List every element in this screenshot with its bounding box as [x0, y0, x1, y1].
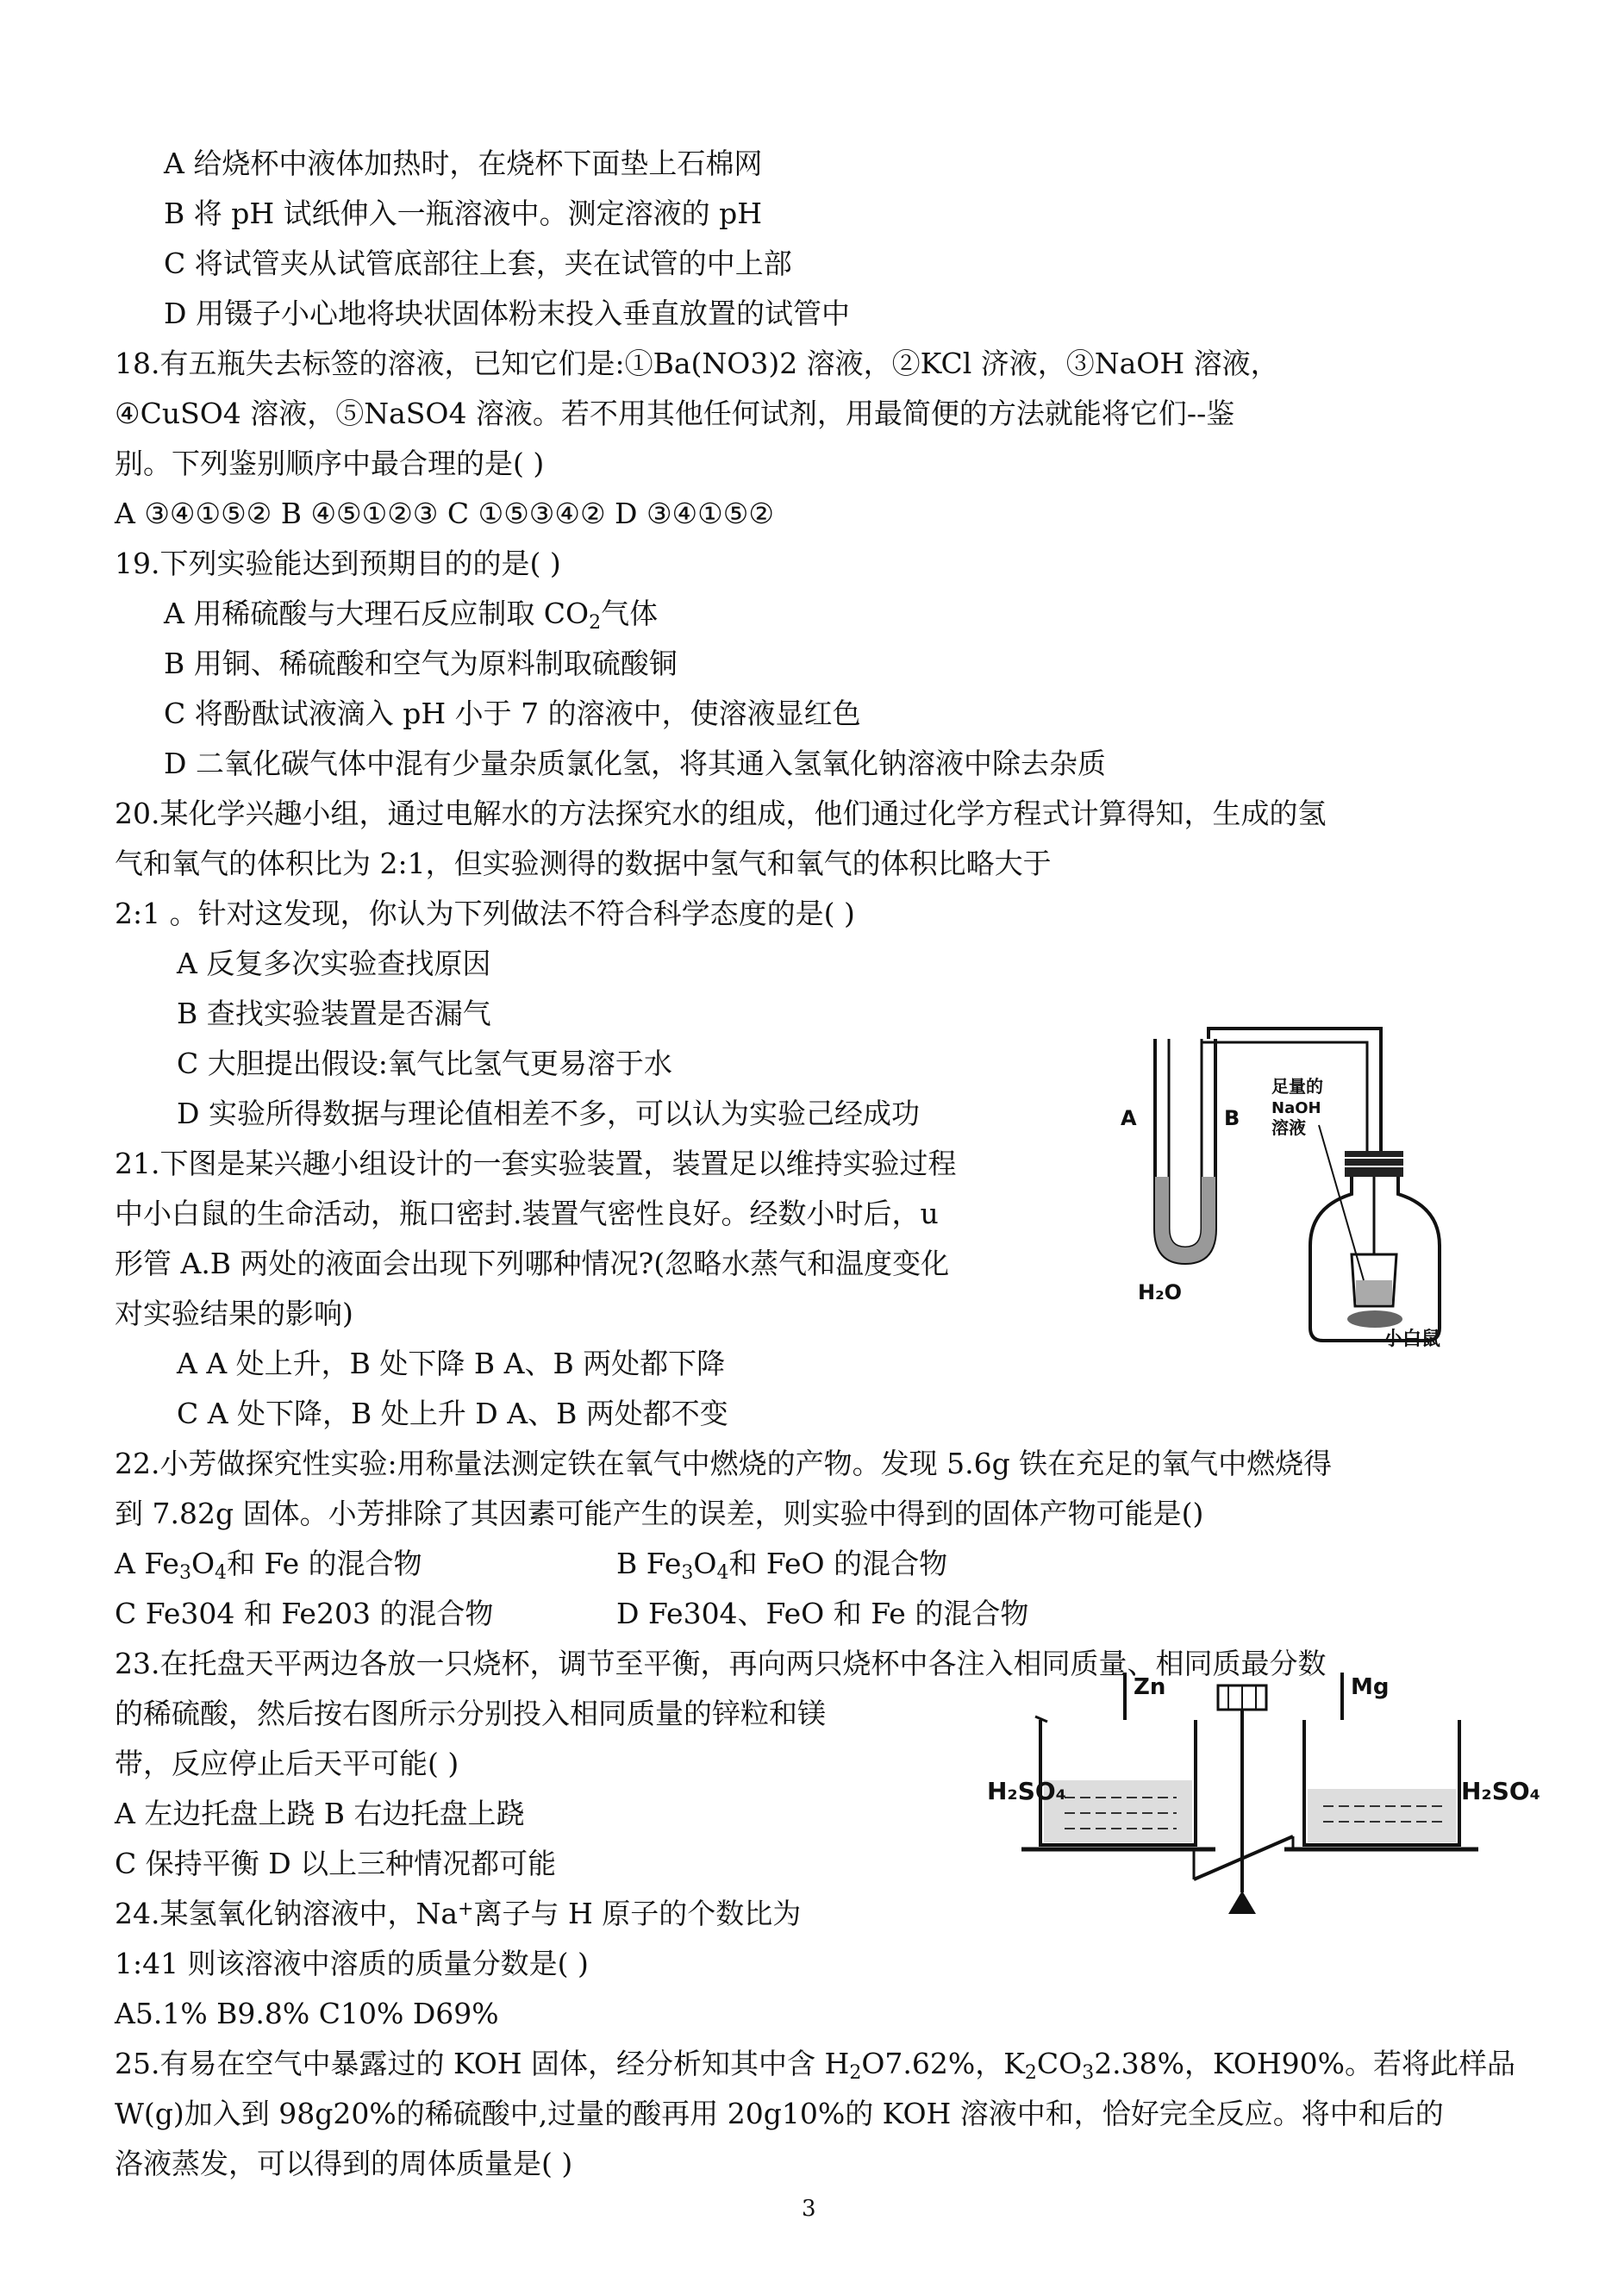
fig-label-acid-right: H₂SO₄ [1461, 1777, 1540, 1805]
q23-balance-figure [987, 1668, 1540, 1918]
q21-options-ab: A A 处上升，B 处下降 B A、B 两处都下降 [177, 1347, 726, 1380]
q18-stem-line3: 别。下列鉴别顺序中最合理的是( ) [115, 447, 545, 480]
q18-options: A ③④①⑤② B ④⑤①②③ C ①⑤③④② D ③④①⑤② [115, 497, 774, 530]
q23-stem-line3: 带，反应停止后天平可能( ) [115, 1747, 459, 1780]
q19-option-b: B 用铜、稀硫酸和空气为原料制取硫酸铜 [164, 647, 678, 680]
q20-option-c: C 大胆提出假设:氧气比氢气更易溶于水 [177, 1047, 672, 1080]
q22-stem-line1: 22.小芳做探究性实验:用称量法测定铁在氧气中燃烧的产物。发现 5.6g 铁在充足的氧气中燃烧得 [115, 1447, 1333, 1480]
fig-label-a: A [1121, 1106, 1137, 1130]
q23-stem-line1: 23.在托盘天平两边各放一只烧杯，调节至平衡，再向两只烧杯中各注入相同质量、相同质最分数 [115, 1647, 1327, 1680]
q21-stem-line1: 21.下图是某兴趣小组设计的一套实验装置，装置足以维持实验过程 [115, 1147, 957, 1180]
q23-options-cd: C 保持平衡 D 以上三种情况都可能 [115, 1847, 557, 1880]
q22-option-d: D Fe304、FeO 和 Fe 的混合物 [616, 1597, 1029, 1630]
q17-option-c: C 将试管夹从试管底部往上套，夹在试管的中上部 [164, 247, 792, 280]
q21-options-cd: C A 处下降，B 处上升 D A、B 两处都不变 [177, 1397, 728, 1430]
q20-option-a: A 反复多次实验查找原因 [177, 947, 491, 980]
fig-label-b: B [1224, 1106, 1240, 1130]
q23-stem-line2: 的稀硫酸，然后按右图所示分别投入相同质量的锌粒和镁 [115, 1697, 826, 1730]
q22-stem-line2: 到 7.82g 固体。小芳排除了其因素可能产生的误差，则实验中得到的固体产物可能是() [115, 1497, 1204, 1530]
q23-options-ab: A 左边托盘上跷 B 右边托盘上跷 [115, 1797, 525, 1830]
q17-option-b: B 将 pH 试纸伸入一瓶溶液中。测定溶液的 pH [164, 197, 763, 230]
q21-stem-line3: 形管 A.B 两处的液面会出现下列哪种情况?(忽略水蒸气和温度变化 [115, 1247, 950, 1280]
q20-stem-line1: 20.某化学兴趣小组，通过电解水的方法探究水的组成，他们通过化学方程式计算得知，生成的氢 [115, 797, 1327, 830]
q19-stem: 19.下列实验能达到预期目的的是( ) [115, 547, 561, 580]
fig-label-naoh-3: 溶液 [1271, 1117, 1306, 1138]
q18-stem-line2: ④CuSO4 溶液，⑤NaSO4 溶液。若不用其他任何试剂，用最简便的方法就能将它们--鉴 [115, 397, 1235, 430]
fig-label-naoh-2: NaOH [1271, 1099, 1321, 1117]
q19-option-a: A 用稀硫酸与大理石反应制取 $CO_2$气体 [164, 597, 659, 634]
fig-label-water: H₂O [1138, 1280, 1182, 1304]
page-number: 3 [802, 2196, 816, 2222]
q18-stem-line1: 18.有五瓶失去标签的溶液，已知它们是:①Ba(NO3)2 溶液，②KCl 济液，③NaOH 溶液， [115, 347, 1279, 380]
fig-label-mouse: 小白鼠 [1384, 1329, 1441, 1350]
q25-stem-line3: 洛液蒸发，可以得到的周体质量是( ) [115, 2147, 573, 2180]
q25-stem-line2: W(g)加入到 98g20%的稀硫酸中,过量的酸再用 20g10%的 KOH 溶液中和，恰好完全反应。将中和后的 [115, 2097, 1444, 2130]
q22-option-c: C Fe304 和 Fe203 的混合物 [115, 1597, 494, 1630]
q20-stem-line3: 2:1 。针对这发现，你认为下列做法不符合科学态度的是( ) [115, 897, 855, 930]
q24-options: A5.1% B9.8% C10% D69% [115, 1997, 499, 2030]
fig-label-naoh-1: 足量的 [1271, 1076, 1323, 1097]
fig-label-mg: Mg [1351, 1674, 1390, 1700]
q19-option-c: C 将酚酞试液滴入 pH 小于 7 的溶液中，使溶液显红色 [164, 697, 861, 730]
fig-label-zn: Zn [1134, 1674, 1166, 1700]
q22-option-a: A $Fe_3O_4$和 Fe 的混合物 [115, 1547, 422, 1584]
q20-option-b: B 查找实验装置是否漏气 [177, 997, 491, 1030]
q20-option-d: D 实验所得数据与理论值相差不多，可以认为实验己经成功 [177, 1097, 920, 1130]
q22-option-b: B $Fe_3O_4$和 FeO 的混合物 [616, 1547, 948, 1584]
q17-option-d: D 用镊子小心地将块状固体粉末投入垂直放置的试管中 [164, 297, 850, 330]
q21-stem-line4: 对实验结果的影响) [115, 1297, 353, 1330]
q21-stem-line2: 中小白鼠的生命活动，瓶口密封.装置气密性良好。经数小时后，u [115, 1197, 939, 1230]
q25-stem-line1: 25.有易在空气中暴露过的 KOH 固体，经分析知其中含 $H_2O7.62\%$，$K_2CO_32.38\%$，KOH90%。若将此样品 [115, 2047, 1515, 2084]
fig-label-acid-left: H₂SO₄ [987, 1777, 1066, 1805]
q20-stem-line2: 气和氧气的体积比为 2:1，但实验测得的数据中氢气和氧气的体积比略大于 [115, 847, 1052, 880]
q24-stem-line2: 1:41 则该溶液中溶质的质量分数是( ) [115, 1947, 589, 1980]
q24-stem-line1: 24.某氢氧化钠溶液中，Na+离子与 H 原子的个数比为 [115, 1897, 802, 1930]
q17-option-a: A 给烧杯中液体加热时，在烧杯下面垫上石棉网 [164, 147, 763, 180]
q19-option-d: D 二氧化碳气体中混有少量杂质氯化氢，将其通入氢氧化钠溶液中除去杂质 [164, 747, 1106, 780]
q21-apparatus-figure [1112, 1022, 1483, 1349]
